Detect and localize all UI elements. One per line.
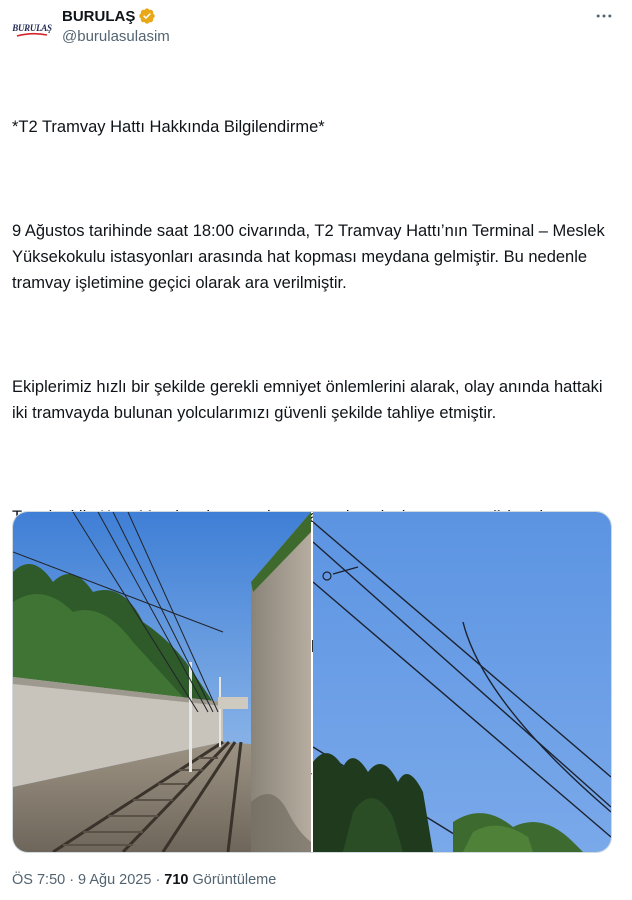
account-names [62,6,170,45]
tweet-header [12,6,620,50]
tweet-paragraph: 9 Ağustos tarihinde saat 18:00 civarında, T2 Tramvay Hattı’nın Terminal – Meslek Yüksekokulu istasyonları arasında hat kopması meydana gelmiştir. Bu nedenle tramvay işletimine geçici olarak ara verilmiştir. [12,222,610,292]
meta-separator: · [155,872,161,888]
more-horizontal-icon[interactable] [592,6,616,26]
display-name[interactable]: BURULAŞ [62,7,136,25]
avatar-logo-text: BURULAŞ [12,23,52,33]
views-label[interactable]: Görüntüleme [192,872,277,888]
views-count[interactable]: 710 [164,872,189,888]
meta-separator: · [69,872,75,888]
account-handle[interactable]: @burulasulasim [62,28,170,45]
tweet-meta [12,872,276,888]
avatar-swoosh-icon [16,32,48,38]
tweet-time[interactable]: ÖS 7:50 [12,872,66,888]
tweet-date[interactable]: 9 Ağu 2025 [78,872,152,888]
tweet-paragraph: Ekiplerimiz hızlı bir şekilde gerekli emniyet önlemlerini alarak, olay anında hattaki iki tramvayda bulunan yolcularımızı güvenli şekilde tahliye etmiştir. [12,378,608,422]
avatar[interactable] [12,8,52,48]
tweet-title: *T2 Tramvay Hattı Hakkında Bilgilendirme* [12,118,325,136]
tweet-media [12,511,612,853]
overhead-wires-photo[interactable] [313,512,611,852]
verified-badge-icon[interactable] [138,7,156,25]
tram-track-photo[interactable] [13,512,311,852]
